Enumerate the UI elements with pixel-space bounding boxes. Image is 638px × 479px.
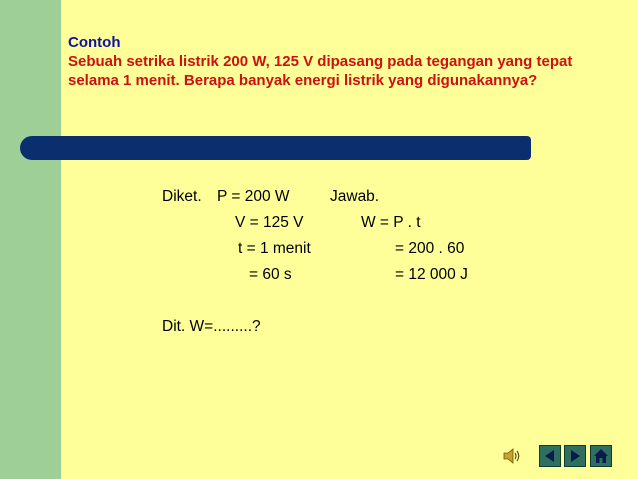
answer-substitution: = 200 . 60: [395, 240, 465, 257]
answer-label: Jawab.: [330, 188, 380, 205]
previous-slide-button[interactable]: [539, 445, 561, 467]
given-label: Diket.: [162, 188, 202, 205]
answer-result: = 12 000 J: [395, 266, 468, 283]
home-button[interactable]: [590, 445, 612, 467]
asked-question: Dit. W=.........?: [162, 318, 261, 335]
next-slide-button[interactable]: [564, 445, 586, 467]
arrow-left-icon: [543, 449, 557, 463]
home-icon: [593, 448, 609, 464]
slide-heading: [68, 33, 608, 90]
given-time: t = 1 menit: [238, 240, 311, 257]
given-voltage: V = 125 V: [235, 214, 304, 231]
problem-statement: Sebuah setrika listrik 200 W, 125 V dipasang pada tegangan yang tepat selama 1 menit. Berapa banyak energi listrik yang digunakannya?: [68, 53, 573, 89]
title-divider-bar: [20, 136, 531, 160]
answer-formula: W = P . t: [361, 214, 421, 231]
speaker-icon[interactable]: [502, 446, 522, 466]
given-time-seconds: = 60 s: [249, 266, 292, 283]
given-power: P = 200 W: [217, 188, 290, 205]
example-label: Contoh: [68, 34, 121, 51]
arrow-right-icon: [568, 449, 582, 463]
